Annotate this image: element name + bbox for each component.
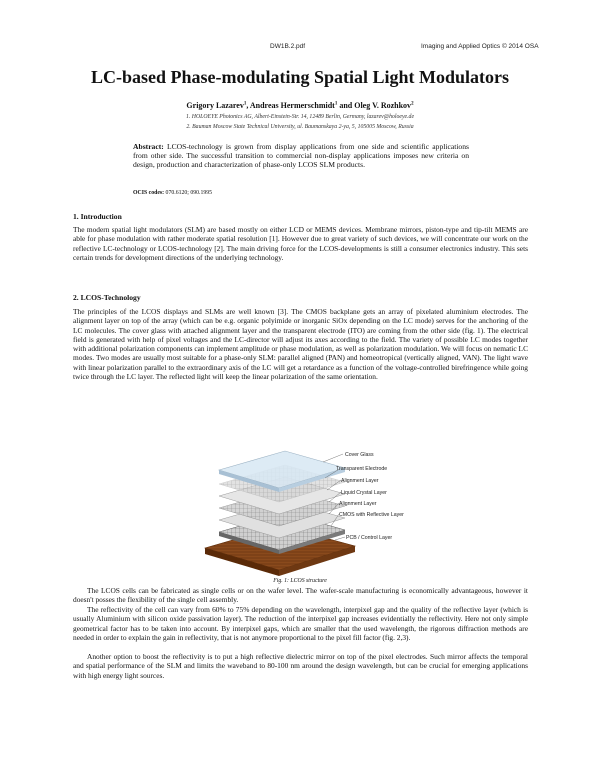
- lcos-layer-diagram: [195, 436, 415, 581]
- abstract-label: Abstract:: [133, 142, 164, 151]
- figure-lcos-structure: [195, 436, 415, 581]
- label-transparent-electrode: Transparent Electrode: [336, 466, 388, 472]
- label-liquid-crystal: Liquid Crystal Layer: [341, 490, 387, 496]
- ocis-codes: [133, 190, 212, 196]
- paragraph-dielectric-mirror: Another option to boost the reflectivity is to put a high reflective dielectric mirror on top of the pixel electrodes. Such mirror affects the temporal and spatial performance of the SLM and limits the waveband to 80-100 nm around the design wavelength, but can be crucial for emerging applications with high energy light sources.: [73, 652, 528, 680]
- header-copyright: Imaging and Applied Optics © 2014 OSA: [421, 43, 539, 50]
- label-cover-glass: Cover Glass: [345, 452, 374, 458]
- affiliation-1: 1. HOLOEYE Photonics AG, Albert-Einstein-Str. 14, 12489 Berlin, Germany, lazarev@holoeye.de: [185, 114, 415, 120]
- author-name: Andreas Hermerschmidt: [249, 101, 335, 110]
- label-cmos: CMOS with Reflective Layer: [339, 512, 404, 518]
- leader-line: [323, 454, 343, 462]
- author-affiliation-mark: 1: [243, 101, 247, 107]
- author-separator: ,: [246, 101, 250, 110]
- abstract-text: LCOS-technology is grown from display applications from one side and scientific applications from other side. The successful transition to commercial non-display applications imposes new criteria on design, production and characterization of phase-only LCOS SLM products.: [133, 142, 469, 170]
- paragraph-lcos-principles: The principles of the LCOS displays and SLMs are well known [3]. The CMOS backplane gets an array of pixelated aluminium electrodes. The alignment layer on top of the array (which can be e.g. organic polyimide or inorganic SiOx depending on the LC mode) serves for the anchoring of the LC molecules. The cover glass with attached alignment layer and the transparent electrode (ITO) are coming from the other side (fig. 1). The electrical field is generated with help of pixel voltages and the LC-director will adjust its axes according to the field. The variety of possible LC modes together with additional polarization components can implement amplitude or phase modulation, as well as polarization modulation. We will focus on nematic LC modes. Two modes are usually most suitable for a phase-only SLM: parallel aligned (PAN) and homeotropical (vertically aligned, VAN). The light wave with linear polarization parallel to the extraordinary axis of the LC will get a retardance as a function of the voltage-controlled birefringence while going twice through the LC layer. The reflected light will keep the linear polarization of the same orientation.: [73, 307, 528, 382]
- paragraph-reflectivity: The reflectivity of the cell can vary from 60% to 75% depending on the wavelength, interpixel gap and the quality of the reflective layer (which is usually Aluminium with silicon oxide passivation layer). The reduction of the interpixel gap increases evidentially the reflectivity. Here not only simple geometrical factor has to be taken into account. By interpixel gaps, which are smaller that the used wavelength, the rigorous diffraction methods are needed in order to explain the gain in reflectivity, that is not anymore proportional to the pixel fill factor (fig. 2,3).: [73, 605, 528, 642]
- section-heading-lcos-technology: 2. LCOS-Technology: [73, 293, 141, 302]
- header-filename: DW1B.2.pdf: [270, 43, 306, 50]
- figure-caption: Fig. 1: LCOS structure: [273, 578, 327, 584]
- label-alignment-bottom: Alignment Layer: [339, 501, 377, 507]
- ocis-code-list: 070.6120; 090.1995: [164, 190, 213, 196]
- label-alignment-top: Alignment Layer: [341, 478, 379, 484]
- label-pcb: PCB / Control Layer: [346, 535, 393, 541]
- paragraph-cell-fabrication: The LCOS cells can be fabricated as single cells or on the wafer level. The wafer-scale manufacturing is economically advantageous, however it doesn't posses the flexibility of the single cell assembly.: [73, 586, 528, 605]
- author-separator: and: [337, 101, 355, 110]
- author-affiliation-mark: 1: [334, 101, 338, 107]
- author-affiliation-mark: 2: [411, 101, 414, 107]
- abstract: [133, 142, 469, 170]
- section-heading-introduction: 1. Introduction: [73, 212, 122, 221]
- leader-line: [335, 537, 345, 540]
- paragraph-introduction: The modern spatial light modulators (SLM) are based mostly on either LCD or MEMS devices. Membrane mirrors, piston-type and tip-tilt MEMS are able for phase modulation with rather moderate spatial resolution [1]. However due to great variety of such devices, we will concentrate our work on the reflective LC-technology or LCOS-technology [2]. The main driving force for the LCOS-developments is still a consumer electronics industry. This sets certain trends for development directions of the underlying technology.: [73, 225, 528, 262]
- author-name: Grigory Lazarev: [186, 101, 244, 110]
- paper-title: LC-based Phase-modulating Spatial Light Modulators: [90, 67, 510, 87]
- author-list: [0, 101, 600, 110]
- author-name: Oleg V. Rozhkov: [354, 101, 412, 110]
- ocis-label: OCIS codes:: [133, 190, 165, 196]
- affiliation-2: 2. Bauman Moscow State Technical University, ul. Baumanskaya 2-ya, 5, 105005 Moscow, Russia: [186, 124, 414, 130]
